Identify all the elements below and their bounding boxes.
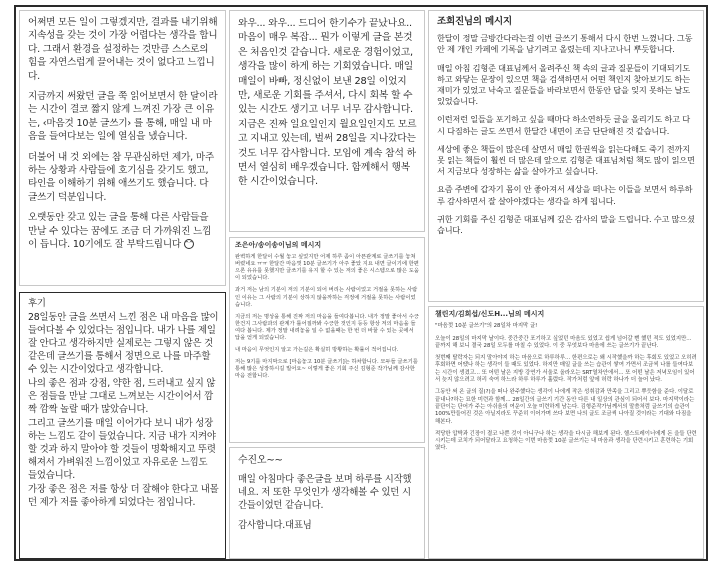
paragraph: 그동안 써 온 글의 질(?)을 떠나 완주했다는 생각이 나에게 작은 성취감과 만족을 그리고 뿌듯함을 준다. 이달로 끝내나?하는 묘한 미련과 함께... 28일간의 글쓰기 기간 동안 다른 내 일상의 관심이 되어서 보다. 마지막이라는 끝단이는 단어가 주는 아쉬움의 여운이 오늘 미련하게 남는다. 김형준작가님께서의 말씀처럼 글쓰기의 습관이 100%만들어진 것은 아닐지라도 꾸준히 이어가며 쓰다 보면 나의 글도 조금씩 나아질 것이라는 기대와 다짐을 해본다. (435, 389, 696, 425)
paragraph (28, 211, 219, 251)
message-card-6 (229, 447, 425, 559)
card-title: 수진오~~ (238, 455, 283, 466)
paragraph-text: 오랫동안 갖고 있는 글을 통해 다른 사람들을 만날 수 있다는 꿈에도 조금 더 가까워진 느낌이 듭니다. 10기에도 잘 부탁드립니다 (28, 212, 212, 251)
paragraph: 세상에 좋은 책들이 많은데 살면서 매일 한권씩을 읽는다해도 죽기 전까지 못 읽는 책들이 훨씬 더 많은데 앞으로 김형준 대표님처럼 책도 많이 읽으면서 지금보다 성장하는 삶을 살아가고 싶습니다. (437, 143, 695, 177)
paragraph: 더불어 내 것 외에는 참 무관심하던 제가, 마주하는 상황과 사람들에 호기심을 갖기도 했고, 타인을 이해하기 위해 애쓰기도 했습니다. 다 글쓰기 덕분입니다. (28, 151, 215, 203)
paragraph: 한달이 정말 금방간다라는걸 이번 글쓰기 통해서 다시 한번 느꼈니다. 그동안 제 개인 카페에 기록을 남기려고 올렸는데 지나고나니 뿌듯합니다. (437, 33, 693, 55)
smile-icon: ^^ (184, 241, 193, 248)
paragraph: 과거 저는 남의 기분이 저의 기분이 되어 버리는 사람이었고 거절을 못하는 사람인 이유는 그 사람의 기분이 상하지 않을까하는 걱정에 거절을 못하는 사람이었습니다. (235, 287, 418, 308)
paragraph: 28일동안 글을 쓰면서 느낀 점은 내 마음을 많이 들여다볼 수 있었다는 점입니다. 내가 나를 제일 잘 안다고 생각하지만 실제로는 그렇지 않은 것 같은데 글쓰기를 통해서 정면으로 나를 마주할 수 있는 시간이었다고 생각합니다. (28, 312, 222, 375)
paragraph: 오늘이 28일의 마지막 날이다. 중간중간 포기하고 싶었던 마음도 있었고 쉽게 넘어갈 뻔 했던 적도 있었지만... 끝까지 해 보니 결국 28일 모두를 마칠 수 있었다. 이 중 무엇보다 마음에 쓰는 글쓰기가 끝난다. (435, 335, 694, 349)
paragraph: 첫번째 탈락자는 되지 말아야지 하는 마음으로 하루하루... 한편으로는 왜 시작했을까 하는 후회도 있었고 오히려 후회하면 어땠나 하는 생각이 들 때도 있었다. 하지만 매일 글을 쓰는 습관이 쌓여 가면서 조금씩 나를 들여다보는 시간이 생겼고... 또 어떤 날은 지방 강연가 서울로 올라오는 SRT열차안에서... 또 어떤 날은 저녁모임이 있어서 늦지 않으려고 허리 숙여 하느라 하루 하루가 흘렀다. 작가처럼 앞에 허락 하나가 더 늘어 났다. (435, 355, 699, 384)
paragraph: 후기 (28, 298, 46, 309)
paragraph: 감사합니다.대표님 (238, 520, 312, 531)
paragraph: 적당한 압박과 긴장이 결코 나쁜 것이 아니구나 하는 생각을 다시금 해보게 된다. 헬스트레이너에게 돈 을들 단련시키는데 코치가 되어달라고 요청하는 이번 마음껏 10분 글쓰기는 내 마음과 생각을 단련시키고 훈련하는 기회였다. (435, 430, 697, 452)
paragraph: 나의 좋은 점과 강점, 약한 점, 드러내고 싶지 않은 점들을 만날 그대로 느껴보는 시간이어서 깜짝 깜짝 놀랄 때가 많았습니다. (28, 378, 216, 415)
paragraph: 그리고 글쓰기를 매일 이어가다 보니 내가 성장하는 느낌도 같이 들었습니다. 지금 내가 지켜야 할 것과 하지 말아야 할 것들이 명확해지고 뚜렷해져서 가벼워진 느낌이었고 자유로운 느낌도 들었습니다. (28, 418, 219, 481)
paragraph: 가장 좋은 점은 저를 항상 더 잘해야 한다고 내몰던 제가 저를 좋아하게 되었다는 점입니다. (28, 484, 219, 508)
card-title: 조은아/송이송이님의 메시지 (235, 241, 322, 249)
paragraph: 저는 9기를 마지막으로 [마음놓고 10분 글쓰기]는 하차합니다. 모두들 글쓰기를 통해 많은 성장하시길 빌어요~ 이렇게 좋은 기회 주신 김형준 작가님께 감사한 마음 전합니다. (235, 359, 420, 380)
message-card-7 (428, 306, 704, 559)
message-card-2 (229, 10, 425, 232)
paragraph: 귀한 기회를 주신 김형준 대표님께 깊은 감사의 말을 드립니다. 수고 많으셨습니다. (437, 213, 695, 236)
message-card-3 (428, 10, 704, 302)
paragraph: 와우... 와우... 드디어 한기수가 끝났나요.. 마음이 매우 복잡... 뭔가 이렇게 글을 본것은 처음인것 같습니다. 새로운 경험이었고, 생각을 많이 하게 하는 기회였습니다. 매일 매일이 바빠, 정신없이 보낸 28일 이었지만, 새로운 기회를 주셔서, 다시 회복 할 수 있는 시간도 생기고 너무 너무 감사합니다. 지금은 진짜 일요일인지 월요일인지도 모르고 지내고 있는데, 벌써 28일을 지나갔다는 것도 너무 감사합니다. 모임에 계속 참석 하면서 열심히 배우겠습니다. 함께해서 행복한 시간이었습니다. (238, 18, 419, 188)
message-card-5 (229, 237, 425, 443)
message-card-4 (19, 292, 226, 559)
paragraph: 지금까지 써왔던 글을 쭉 읽어보면서 한 달이라는 시간이 결코 짧지 않게 느껴진 가장 큰 이유는, ‹마음것 10분 글쓰기› 를 통해, 매일 내 마음을 들여다보는 일에 열심을 냈습니다. (28, 91, 218, 143)
card-title: 조희진님의 메시지 (437, 16, 512, 27)
paragraph: 이런저런 일들을 포기하고 싶을 때마다 하소연하듯 글을 올리기도 하고 다시 다짐하는 글도 쓰면서 한달간 내면이 조금 단단해진 것 같습니다. (437, 114, 690, 136)
paragraph: 내 마음이 무엇인지 알고 가는길은 확실히 방황하는 확률이 적어집니다. (235, 347, 399, 354)
paragraph: 지금의 저는 명상을 통해 진짜 저의 마음을 들여다봅니다. 내가 정말 좋아서 수긍한건지 그사람과의 관계가 틀어질까봐 수긍한 것인지 등등 항상 저의 마음을 들여다 봅니다. 제가 정말 내려놓을 일 수 없을때는 한 번 더 바꿀 수 있는 곳에서 답을 얻게 되었습니다. (235, 313, 419, 342)
paragraph: "마음껏 10분 글쓰기"의 28일차 마지막 글! (435, 323, 538, 330)
paragraph: 어쩌면 모든 일이 그렇겠지만, 결과를 내기위해 지속성을 갖는 것이 가장 어렵다는 생각을 합니다. 그래서 환경을 설정하는 것만큼 스스로의 힘을 자연스럽게 끌어내는 것이 없다고 느낍니다. (28, 17, 221, 82)
paragraph: 요즘 주변에 갑자기 몸이 안 좋아져서 세상을 떠나는 이들을 보면서 하루하루 감사하면서 잘 살아야겠다는 생각을 하게 됩니다. (437, 184, 693, 206)
paragraph: 완벽하게 한달이 수월 놓고 싶었지만 어제 하루 좀이 아픈관계로 글쓰기를 놓쳐 버렸네요 ㅠㅠ 한달간 마음껏 10분 글쓰기가 아주 좋았 지요 내면 글이기에 한편으론 유유를 못했지만 글쓰기를 유지 할 수 있는 저의 좋은 시스템으로 많은 도움이 되었습니다. (235, 254, 419, 282)
paragraph: 매일 아침 김형준 대표님께서 올려주신 책 속의 글과 질문들이 기대되기도 하고 와닿는 문장이 있으면 책을 검색하면서 어떤 책인지 찾아보기도 하는 재미가 있었고 낙숙고 질문들을 바라보면서 한동안 답을 잊지 못하는 날도 있었습니다. (437, 62, 693, 107)
message-card-1 (19, 10, 226, 286)
card-title: 챌린지/김희섭/신도H...님의 메시지 (435, 310, 545, 318)
paragraph: 매일 아침마다 좋은글을 보며 하루를 시작했네요. 저 또한 무엇인가 생각해볼 수 있던 시간들이었던 같습니다. (238, 474, 412, 511)
